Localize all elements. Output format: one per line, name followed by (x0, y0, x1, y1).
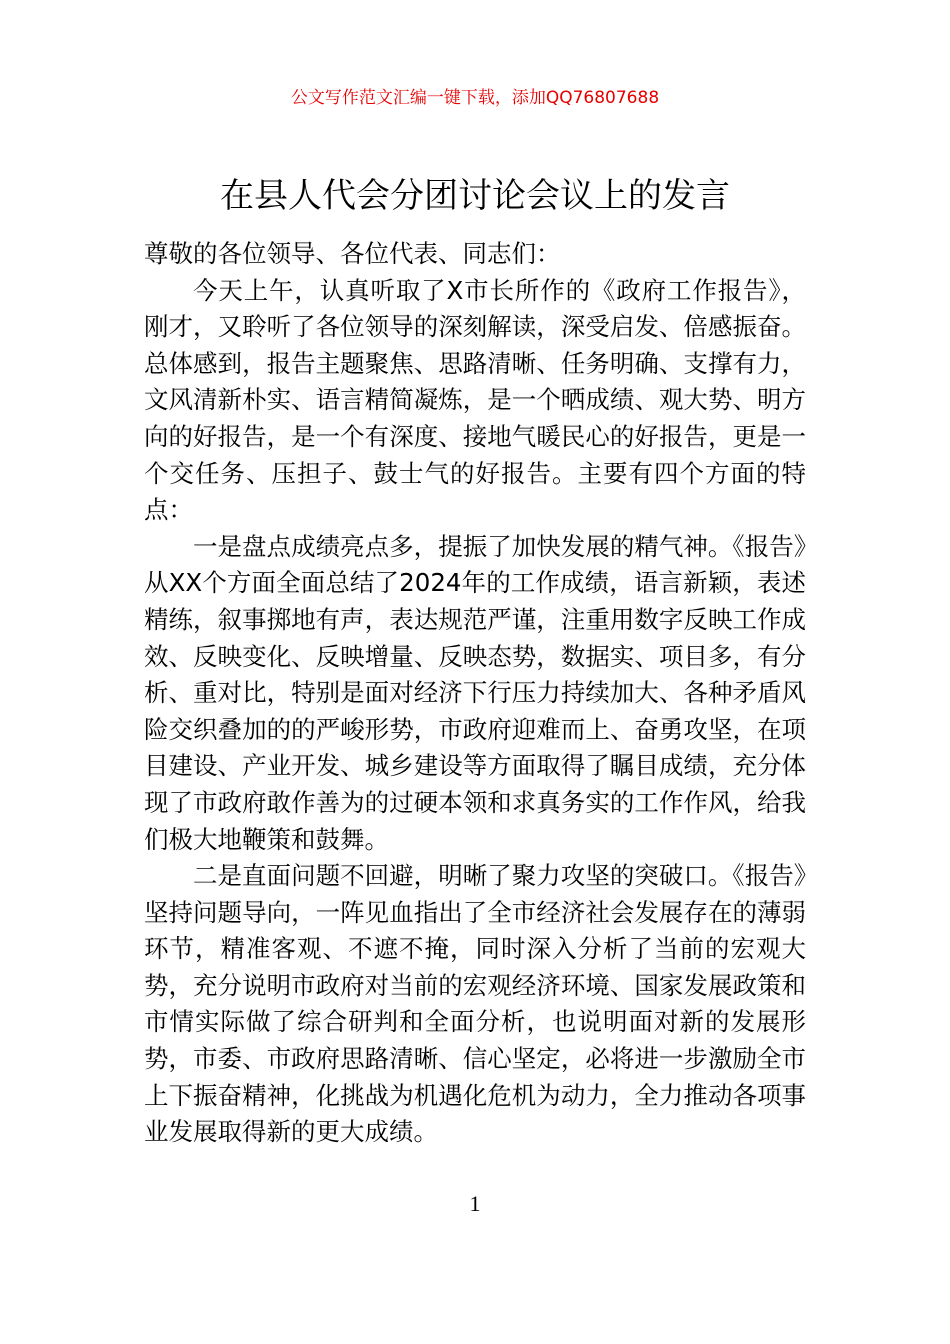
paragraph-point-two: 二是直面问题不回避，明晰了聚力攻坚的突破口。《报告》坚持问题导向，一阵见血指出了全市经济社会发展存在的薄弱环节，精准客观、不遮不掩，同时深入分析了当前的宏观大势，充分说明市政府对当前的宏观经济环境、国家发展政策和市情实际做了综合研判和全面分析，也说明面对新的发展形势，市委、市政府思路清晰、信心坚定，必将进一步激励全市上下振奋精神，化挑战为机遇化危机为动力，全力推动各项事业发展取得新的更大成绩。 (144, 861, 806, 1147)
paragraph-point-one: 一是盘点成绩亮点多，提振了加快发展的精气神。《报告》从XX个方面全面总结了2024年的工作成绩，语言新颖，表述精练，叙事掷地有声，表达规范严谨，注重用数字反映工作成效、反映变化、反映增量、反映态势，数据实、项目多，有分析、重对比，特别是面对经济下行压力持续加大、各种矛盾风险交织叠加的的严峻形势，市政府迎难而上、奋勇攻坚，在项目建设、产业开发、城乡建设等方面取得了瞩目成绩，充分体现了市政府敢作善为的过硬本领和求真务实的工作作风，给我们极大地鞭策和鼓舞。 (144, 531, 806, 854)
document-title: 在县人代会分团讨论会议上的发言 (220, 176, 730, 216)
page-number: 1 (469, 1191, 481, 1216)
document-body (144, 236, 806, 1151)
download-notice: 公文写作范文汇编一键下载，添加QQ76807688 (290, 88, 660, 108)
paragraph-intro: 今天上午，认真听取了X市长所作的《政府工作报告》，刚才，又聆听了各位领导的深刻解读，深受启发、倍感振奋。总体感到，报告主题聚焦、思路清晰、任务明确、支撑有力，文风清新朴实、语言精简凝炼，是一个晒成绩、观大势、明方向的好报告，是一个有深度、接地气暖民心的好报告，更是一个交任务、压担子、鼓士气的好报告。主要有四个方面的特点： (144, 275, 806, 525)
salutation: 尊敬的各位领导、各位代表、同志们： (144, 239, 561, 268)
